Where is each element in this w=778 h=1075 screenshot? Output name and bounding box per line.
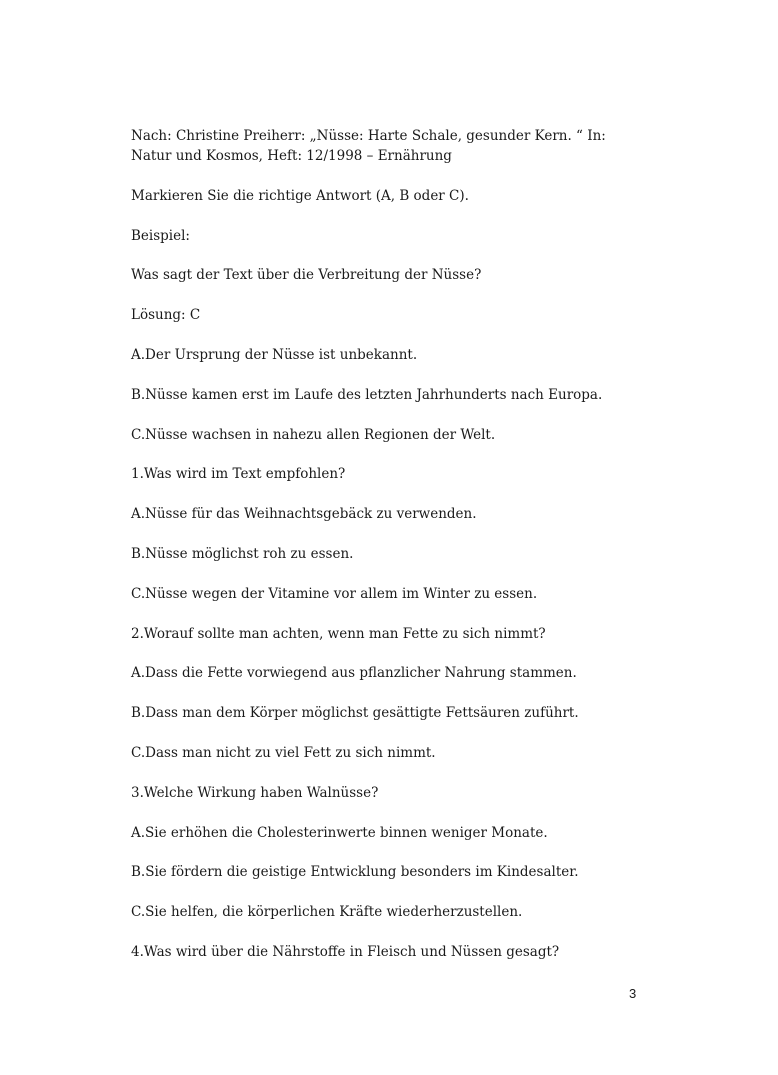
question-2: 2.Worauf sollte man achten, wenn man Fette zu sich nimmt?: [131, 625, 546, 642]
question-3-option-a: A.Sie erhöhen die Cholesterinwerte binnen weniger Monate.: [131, 824, 548, 841]
question-1-option-c: C.Nüsse wegen der Vitamine vor allem im Winter zu essen.: [131, 585, 538, 602]
question-1-option-a: A.Nüsse für das Weihnachtsgebäck zu verwenden.: [131, 506, 477, 523]
question-3: 3.Welche Wirkung haben Walnüsse?: [131, 784, 379, 801]
example-label: Beispiel:: [131, 227, 190, 244]
example-solution: Lösung: C: [131, 307, 201, 324]
instruction-text: Markieren Sie die richtige Antwort (A, B oder C).: [131, 187, 469, 204]
example-question: Was sagt der Text über die Verbreitung der Nüsse?: [131, 267, 482, 284]
question-3-option-b: B.Sie fördern die geistige Entwicklung besonders im Kindesalter.: [131, 864, 579, 881]
question-4: 4.Was wird über die Nährstoffe in Fleisch und Nüssen gesagt?: [131, 943, 560, 960]
question-2-option-b: B.Dass man dem Körper möglichst gesättigte Fettsäuren zuführt.: [131, 705, 579, 722]
question-1-option-b: B.Nüsse möglichst roh zu essen.: [131, 545, 354, 562]
question-2-option-c: C.Dass man nicht zu viel Fett zu sich nimmt.: [131, 744, 436, 761]
question-3-option-c: C.Sie helfen, die körperlichen Kräfte wiederherzustellen.: [131, 904, 523, 921]
source-citation-line-1: Nach: Christine Preiherr: „Nüsse: Harte Schale, gesunder Kern. “ In:: [131, 128, 606, 144]
document-body: [131, 126, 671, 962]
page-number: 3: [629, 986, 637, 1001]
question-1: 1.Was wird im Text empfohlen?: [131, 466, 346, 483]
question-2-option-a: A.Dass die Fette vorwiegend aus pflanzlicher Nahrung stammen.: [131, 665, 577, 682]
example-option-c: C.Nüsse wachsen in nahezu allen Regionen der Welt.: [131, 426, 496, 443]
example-option-a: A.Der Ursprung der Nüsse ist unbekannt.: [131, 346, 418, 363]
source-citation-line-2: Natur und Kosmos, Heft: 12/1998 – Ernährung: [131, 148, 452, 164]
example-option-b: B.Nüsse kamen erst im Laufe des letzten Jahrhunderts nach Europa.: [131, 386, 603, 403]
